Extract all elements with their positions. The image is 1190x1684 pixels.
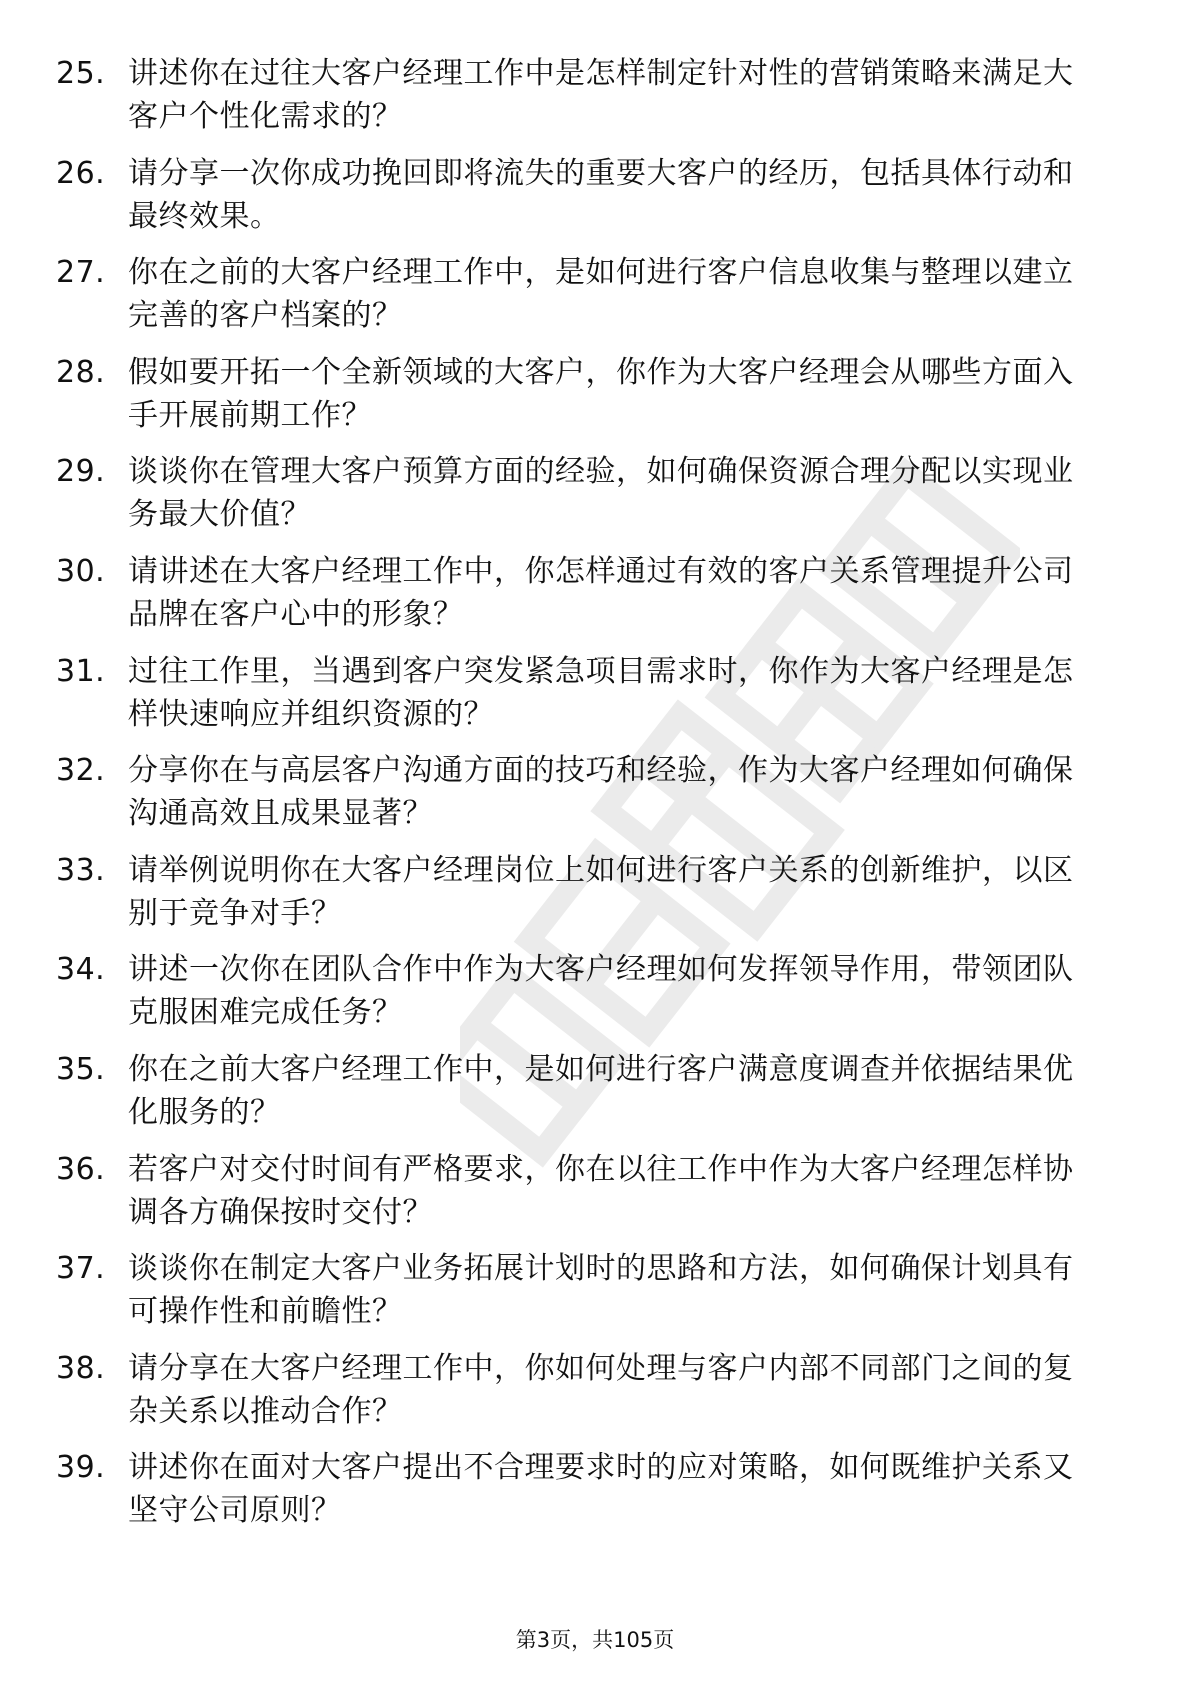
question-item [56,948,1116,1034]
question-number: 39. [56,1450,106,1486]
question-item [56,351,1116,437]
question-text: 讲述你在过往大客户经理工作中是怎样制定针对性的营销策略来满足大客户个性化需求的？ [128,56,1074,134]
question-text: 谈谈你在制定大客户业务拓展计划时的思路和方法，如何确保计划具有可操作性和前瞻性？ [128,1251,1074,1330]
question-item [56,1347,1116,1433]
question-number: 26. [56,155,106,191]
question-text: 谈谈你在管理大客户预算方面的经验，如何确保资源合理分配以实现业务最大价值？ [128,454,1074,533]
question-item [56,1048,1116,1134]
question-number: 36. [56,1151,106,1187]
question-text: 讲述你在面对大客户提出不合理要求时的应对策略，如何既维护关系又坚守公司原则？ [128,1450,1074,1529]
question-item [56,650,1116,736]
question-text: 你在之前的大客户经理工作中，是如何进行客户信息收集与整理以建立完善的客户档案的？ [128,255,1074,334]
question-item [56,52,1116,138]
question-item [56,749,1116,835]
question-number: 33. [56,852,106,888]
question-text: 过往工作里，当遇到客户突发紧急项目需求时，你作为大客户经理是怎样快速响应并组织资源的？ [128,653,1074,732]
question-number: 27. [56,255,106,291]
question-number: 29. [56,454,106,490]
question-text: 请分享一次你成功挽回即将流失的重要大客户的经历，包括具体行动和最终效果。 [128,155,1074,234]
question-number: 37. [56,1251,106,1287]
question-number: 28. [56,354,106,390]
question-number: 31. [56,653,106,689]
page-footer: 第3页，共105页 [515,1628,675,1652]
question-item [56,849,1116,935]
question-number: 34. [56,952,106,988]
question-number: 38. [56,1350,106,1386]
question-number: 25. [56,56,106,91]
question-text: 请分享在大客户经理工作中，你如何处理与客户内部不同部门之间的复杂关系以推动合作？ [128,1350,1074,1429]
question-item [56,450,1116,536]
question-text: 请举例说明你在大客户经理岗位上如何进行客户关系的创新维护，以区别于竞争对手？ [128,852,1074,931]
question-text: 若客户对交付时间有严格要求，你在以往工作中作为大客户经理怎样协调各方确保按时交付？ [128,1151,1074,1230]
question-item [56,152,1116,238]
question-number: 35. [56,1051,106,1087]
question-item [56,1148,1116,1234]
question-text: 讲述一次你在团队合作中作为大客户经理如何发挥领导作用，带领团队克服困难完成任务？ [128,952,1074,1031]
question-item [56,251,1116,337]
question-number: 32. [56,753,106,789]
question-number: 30. [56,553,106,589]
question-item [56,1247,1116,1333]
question-list [56,52,1116,1546]
question-text: 分享你在与高层客户沟通方面的技巧和经验，作为大客户经理如何确保沟通高效且成果显著？ [128,753,1074,832]
question-text: 假如要开拓一个全新领域的大客户，你作为大客户经理会从哪些方面入手开展前期工作？ [128,354,1074,433]
question-item [56,1446,1116,1532]
question-text: 请讲述在大客户经理工作中，你怎样通过有效的客户关系管理提升公司品牌在客户心中的形象？ [128,553,1074,632]
question-text: 你在之前大客户经理工作中，是如何进行客户满意度调查并依据结果优化服务的？ [128,1051,1074,1130]
question-item [56,550,1116,636]
